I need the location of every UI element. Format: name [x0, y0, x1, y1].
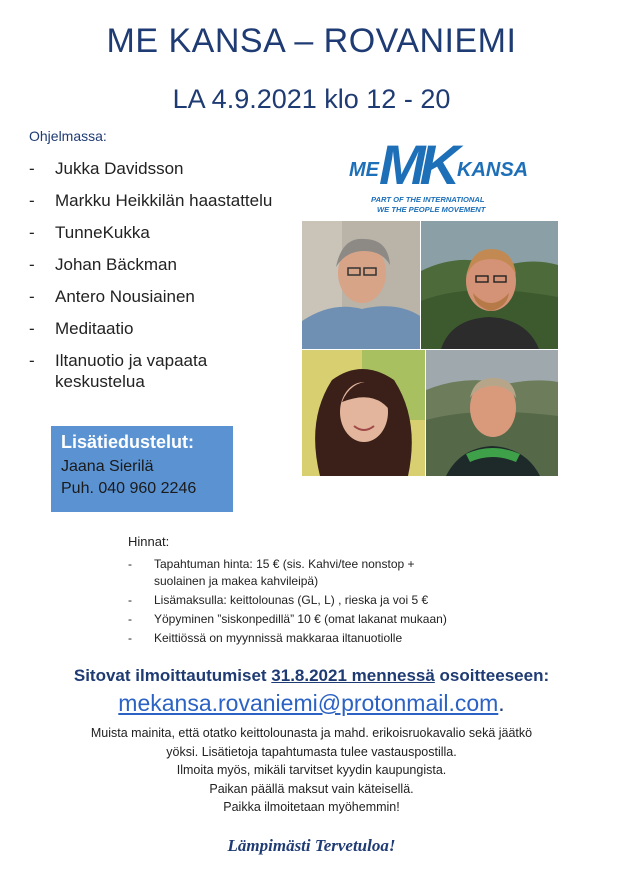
note-line: Ilmoita myös, mikäli tarvitset kyydin kaupungista. [176, 763, 447, 777]
speaker-photo-1 [302, 221, 420, 349]
registration-prefix: Sitovat ilmoittautumiset [73, 666, 272, 685]
prices-list [128, 556, 538, 649]
note-line: yöksi. Lisätietoja tapahtumasta tulee vastauspostilla. [166, 744, 457, 759]
notes [0, 724, 623, 817]
email-link[interactable]: mekansa.rovaniemi@protonmail.com [118, 690, 499, 716]
page-title: ME KANSA – ROVANIEMI [106, 22, 517, 60]
speaker-photo-4 [426, 350, 558, 476]
logo-mark: MK [379, 133, 455, 196]
email-row [0, 690, 623, 717]
price-item-text: Tapahtuman hinta: 15 € (sis. Kahvi/tee nonstop + suolainen ja makea kahvileipä) [154, 557, 415, 588]
prices-label: Hinnat: [128, 534, 170, 549]
program-label: Ohjelmassa: [29, 128, 107, 144]
price-item-text: Lisämaksulla: keittolounas (GL, L) , rieska ja voi 5 € [154, 593, 429, 607]
logo-tagline-2: WE THE PEOPLE MOVEMENT [377, 205, 486, 214]
email-period: . [498, 690, 505, 716]
list-item: - Johan Bäckman [29, 255, 177, 274]
list-item: - Tapahtuman hinta: 15 € (sis. Kahvi/tee nonstop + suolainen ja makea kahvileipä) [128, 556, 538, 590]
event-date: LA 4.9.2021 klo 12 - 20 [172, 84, 451, 114]
note-line: Paikka ilmoitetaan myöhemmin! [223, 800, 400, 814]
list-item: - Keittiössä on myynnissä makkaraa iltanuotiolle [128, 631, 403, 645]
note-line: Paikan päällä maksut vain käteisellä. [209, 781, 414, 796]
contact-phone: Puh. 040 960 2246 [61, 480, 197, 497]
list-item: - Lisämaksulla: keittolounas (GL, L) , rieska ja voi 5 € [128, 593, 429, 607]
mekansa-logo [345, 126, 535, 218]
logo-me-text: ME [349, 159, 379, 181]
list-item: - TunneKukka [29, 223, 150, 242]
program-item-text: Antero Nousiainen [55, 287, 195, 306]
price-item-text: Yöpyminen ”siskonpedillä” 10 € (omat lakanat mukaan) [154, 612, 447, 626]
program-list [29, 158, 279, 403]
registration-deadline: 31.8.2021 mennessä [271, 666, 435, 685]
logo-kansa-text: KANSA [457, 159, 529, 181]
note-line: Muista mainita, että otatko keittolounasta ja mahd. erikoisruokavalio sekä jäätkö [90, 726, 533, 740]
list-item: - Meditaatio [29, 319, 134, 338]
program-item-text: TunneKukka [55, 223, 150, 242]
program-item-text: Meditaatio [55, 319, 134, 338]
speaker-photo-2 [421, 221, 558, 349]
logo-tagline-1: PART OF THE INTERNATIONAL [371, 195, 485, 204]
registration-heading [0, 666, 623, 686]
list-item: - Antero Nousiainen [29, 287, 195, 306]
contact-title: Lisätiedustelut: [61, 432, 195, 452]
program-item-text: Jukka Davidsson [55, 159, 184, 178]
welcome-text: Lämpimästi Tervetuloa! [227, 836, 396, 855]
program-item-text: Markku Heikkilän haastattelu [55, 191, 273, 210]
program-item-text: Johan Bäckman [55, 255, 177, 274]
speaker-photo-3 [302, 350, 425, 476]
list-item: - Iltanuotio ja vapaata keskustelua [29, 350, 279, 392]
contact-box [51, 426, 233, 512]
list-item: - Yöpyminen ”siskonpedillä” 10 € (omat lakanat mukaan) [128, 612, 447, 626]
registration-suffix: osoitteeseen: [434, 666, 550, 685]
contact-name: Jaana Sierilä [61, 458, 154, 475]
list-item: - Jukka Davidsson [29, 159, 184, 178]
price-item-text: Keittiössä on myynnissä makkaraa iltanuotiolle [154, 631, 403, 645]
list-item: - Markku Heikkilän haastattelu [29, 191, 273, 210]
program-item-text: Iltanuotio ja vapaata keskustelua [55, 351, 208, 391]
